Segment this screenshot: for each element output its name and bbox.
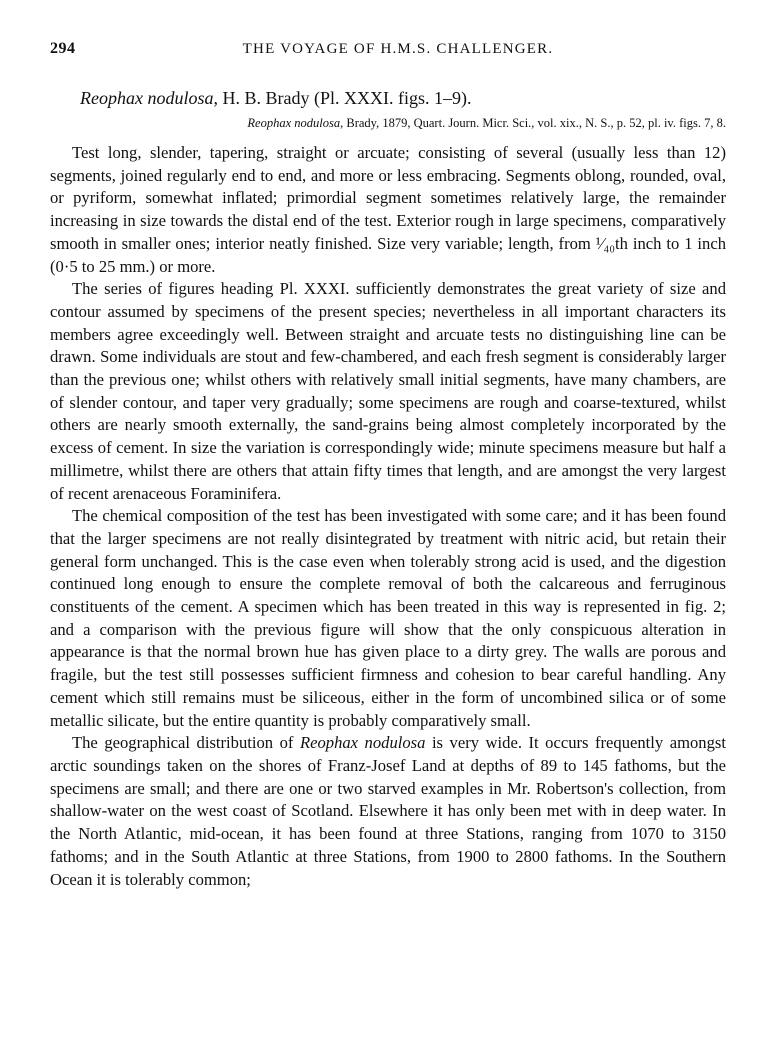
distribution-text-end: is very wide. It occurs frequently amongst arctic soundings taken on the shores of Franz-Josef Land at depths of 89 to 145 fathoms, but the specimens are small; and there are one or two starved examples in Mr. Robertson's collection, from shallow-water on the west coast of Scotland. Elsewhere it has only been met with in deep water. In the North Atlantic, mid-ocean, it has been found at three Stations, ranging from 1070 to 3150 fathoms; and in the South Atlantic at three Stations, from 1900 to 2800 fathoms. In the Southern Ocean it is tolerably common; — [50, 733, 726, 889]
distribution-species-name: Reophax nodulosa — [299, 733, 426, 753]
description-paragraph: Test long, slender, tapering, straight or arcuate; consisting of several (usually less than 12) segments, joined regularly end to end, and more or less embracing. Segments oblong, rounded, oval, or pyriform, somewhat inflated; primordial segment sometimes relatively large, the remainder increasing in size towards the distal end of the test. Exterior rough in large specimens, comparatively smooth in smaller ones; interior neatly finished. Size very variable; length, from ¹⁄₄₀th inch to 1 inch (0·5 to 25 mm.) or more. — [50, 143, 726, 276]
synonymy-citation — [50, 114, 726, 132]
citation-species-name: Reophax nodulosa — [247, 116, 341, 130]
species-name: Reophax nodulosa — [80, 88, 214, 108]
distribution-text-start: The geographical distribution of — [72, 733, 300, 753]
page-number: 294 — [50, 40, 76, 57]
distribution-paragraph — [50, 732, 726, 891]
page — [50, 40, 726, 891]
variation-paragraph: The series of figures heading Pl. XXXI. sufficiently demonstrates the great variety of size and contour assumed by specimens of the present species; nevertheless in all important characters its members agree exceedingly well. Between straight and arcuate tests no distinguishing line can be drawn. Some individuals are stout and few-chambered, and each fresh segment is considerably larger than the previous one; whilst others with relatively small initial segments, have many chambers, are of slender contour, and taper very gradually; some specimens are rough and coarse-textured, whilst others are nearly smooth externally, the sand-grains being almost completely incorporated by the excess of cement. In size the variation is correspondingly wide; minute specimens measure but half a millimetre, whilst there are others that attain fifty times that length, and are amongst the very largest of recent arenaceous Foraminifera. — [50, 279, 726, 503]
composition-paragraph: The chemical composition of the test has been investigated with some care; and it has been found that the larger specimens are not really disintegrated by treatment with nitric acid, but retain their general form unchanged. This is the case even when tolerably strong acid is used, and the digestion continued long enough to ensure the complete removal of both the calcareous and ferruginous constituents of the cement. A specimen which has been treated in this way is represented in fig. 2; and a comparison with the previous figure will show that the only conspicuous alteration in appearance is that the normal brown hue has given place to a dirty grey. The walls are porous and fragile, but the test still possesses sufficient firmness and cohesion to bear careful handling. Any cement which still remains must be siliceous, either in the form of uncombined silica or of some metallic silicate, but the entire quantity is probably comparatively small. — [50, 506, 726, 730]
citation-rest: , Brady, 1879, Quart. Journ. Micr. Sci., vol. xix., N. S., p. 52, pl. iv. figs. 7, 8. — [340, 116, 726, 130]
species-heading — [80, 86, 726, 110]
page-header — [50, 40, 726, 64]
species-heading-rest: , H. B. Brady (Pl. XXXI. figs. 1–9). — [213, 88, 472, 108]
running-title: THE VOYAGE OF H.M.S. CHALLENGER. — [242, 41, 554, 57]
